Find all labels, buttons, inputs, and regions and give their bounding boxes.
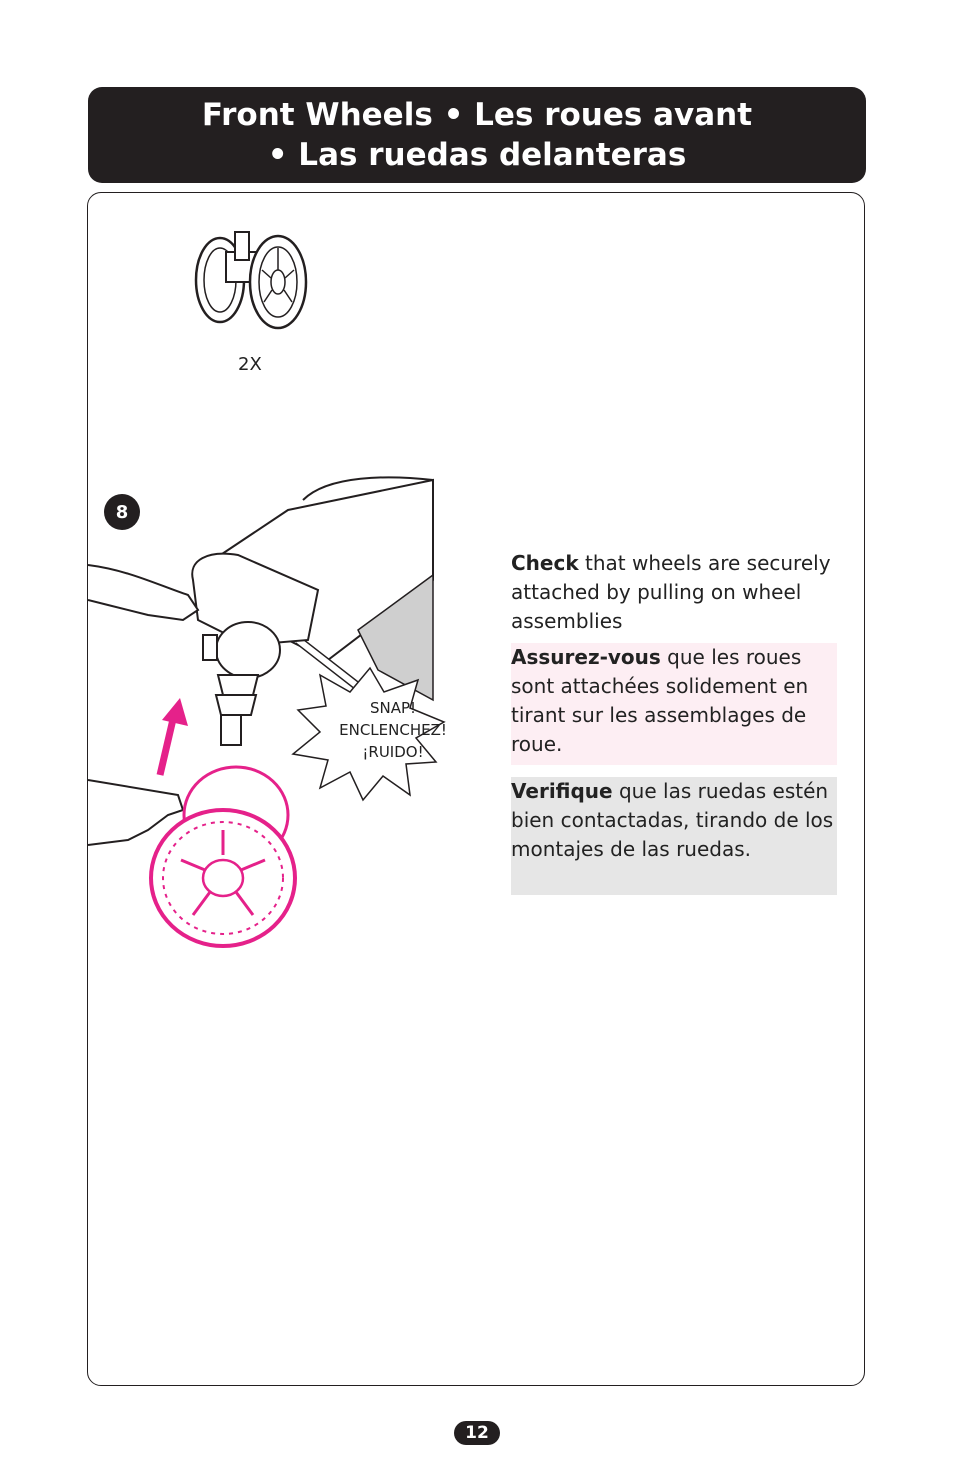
page-number: 12 [454,1421,500,1445]
header-title-line2: • Las ruedas delanteras [267,137,687,173]
step-number-badge: 8 [104,494,140,530]
quantity-label: 2X [238,354,262,375]
instruction-english-bold: Check [511,551,579,575]
snap-callout-fr: ENCLENCHEZ! [339,721,447,739]
instruction-english-text: that wheels are securely attached by pulling on wheel assemblies [511,551,831,633]
instruction-french-text: que les roues sont attachées solidement en tirant sur les assemblages de roue. [511,645,809,756]
instruction-french-bold: Assurez-vous [511,645,661,669]
snap-callout [318,697,468,763]
header-title-line1: Front Wheels • Les roues avant [201,97,753,133]
instruction-spanish-text: que las ruedas estén bien contactadas, tirando de los montajes de las ruedas. [511,779,834,861]
instruction-spanish [511,777,837,895]
instruction-spanish-bold: Verifique [511,779,613,803]
instruction-english [511,549,837,636]
snap-callout-en: SNAP! [369,699,417,717]
snap-callout-es: ¡RUIDO! [362,743,424,761]
section-header [88,87,866,183]
wheel-assembly-parts-image [190,220,315,340]
instruction-french [511,643,837,765]
